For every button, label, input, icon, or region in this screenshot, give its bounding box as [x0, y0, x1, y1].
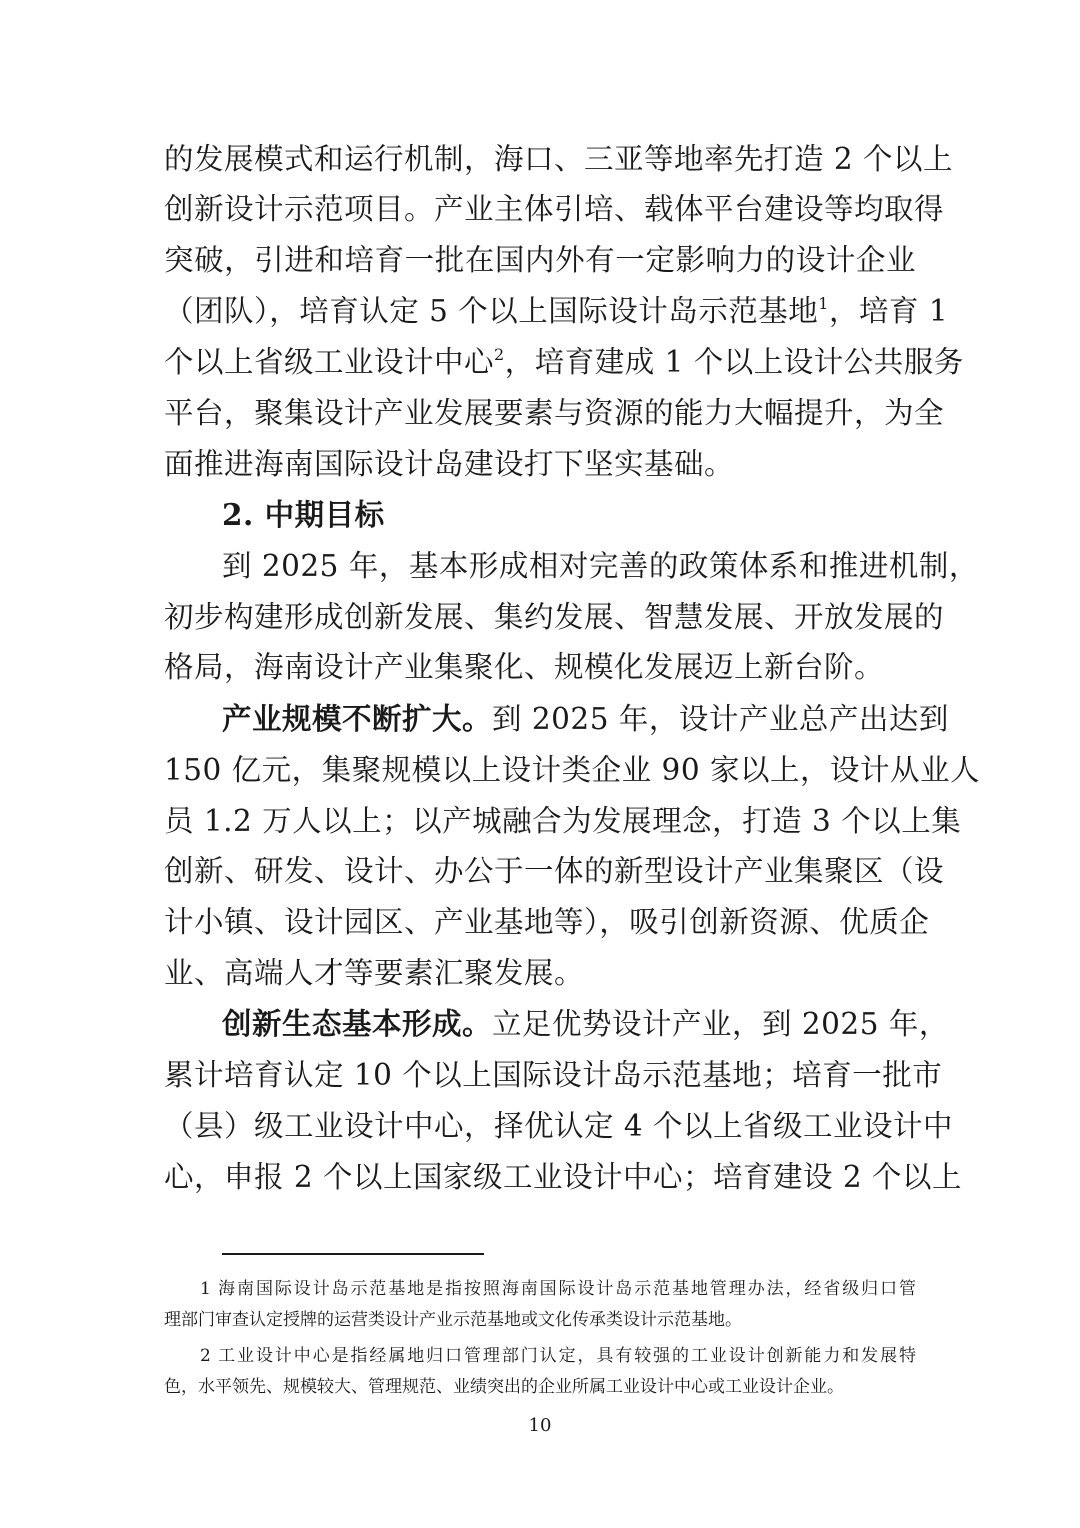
body-line: 累计培育认定 10 个以上国际设计岛示范基地；培育一批市 [164, 1058, 943, 1092]
body-line [222, 699, 949, 739]
footnote-2-line: 色，水平领先、规模较大、管理规范、业绩突出的企业所属工业设计中心或工业设计企业。 [164, 1377, 844, 1397]
body-line: 创新、研发、设计、办公于一体的新型设计产业集聚区（设 [164, 854, 945, 888]
footnote-ref-2: 2 [494, 345, 505, 364]
body-line: 平台，聚集设计产业发展要素与资源的能力大幅提升，为全 [164, 396, 945, 430]
body-text: ，培育 1 [828, 294, 949, 328]
body-line: 到 2025 年，基本形成相对完善的政策体系和推进机制， [222, 549, 979, 583]
body-line: 面推进海南国际设计岛建设打下坚实基础。 [164, 447, 735, 481]
body-text: 个以上省级工业设计中心 [164, 345, 495, 379]
body-line: （县）级工业设计中心，择优认定 4 个以上省级工业设计中 [164, 1109, 954, 1143]
body-text: （团队），培育认定 5 个以上国际设计岛示范基地 [164, 294, 819, 328]
bold-lead: 创新生态基本形成。 [222, 1006, 493, 1041]
body-line: 初步构建形成创新发展、集约发展、智慧发展、开放发展的 [164, 600, 945, 634]
section-heading: 2. 中期目标 [222, 497, 385, 532]
page-number: 10 [528, 1415, 552, 1436]
body-line: 创新设计示范项目。产业主体引培、载体平台建设等均取得 [164, 192, 945, 226]
body-line: 150 亿元，集聚规模以上设计类企业 90 家以上，设计从业人 [164, 753, 980, 787]
body-line [222, 1004, 949, 1044]
body-line: 计小镇、设计园区、产业基地等），吸引创新资源、优质企 [164, 905, 930, 939]
body-text: ，培育建成 1 个以上设计公共服务 [504, 345, 964, 379]
body-line: 业、高端人才等要素汇聚发展。 [164, 956, 585, 990]
footnote-ref-1: 1 [818, 294, 829, 313]
body-line: 突破，引进和培育一批在国内外有一定影响力的设计企业 [164, 243, 916, 277]
body-line: 的发展模式和运行机制，海口、三亚等地率先打造 2 个以上 [164, 142, 954, 176]
footnote-1-line: 理部门审查认定授牌的运营类设计产业示范基地或文化传承类设计示范基地。 [164, 1310, 742, 1330]
bold-lead: 产业规模不断扩大。 [222, 701, 493, 736]
footnote-1-line: 1 海南国际设计岛示范基地是指按照海南国际设计岛示范基地管理办法，经省级归口管 [200, 1279, 916, 1299]
body-text: 立足优势设计产业，到 2025 年， [492, 1007, 949, 1041]
footnote-2-line: 2 工业设计中心是指经属地归口管理部门认定，具有较强的工业设计创新能力和发展特 [200, 1346, 916, 1366]
body-line: 格局，海南设计产业集聚化、规模化发展迈上新台阶。 [164, 650, 885, 684]
body-line: 员 1.2 万人以上；以产城融合为发展理念，打造 3 个以上集 [164, 804, 962, 838]
body-line: 心，申报 2 个以上国家级工业设计中心；培育建设 2 个以上 [164, 1160, 963, 1194]
body-text: 到 2025 年，设计产业总产出达到 [492, 702, 949, 736]
body-line-with-footnote-1 [164, 291, 949, 331]
body-line-with-footnote-2 [164, 342, 964, 382]
footnote-separator [222, 1253, 484, 1255]
